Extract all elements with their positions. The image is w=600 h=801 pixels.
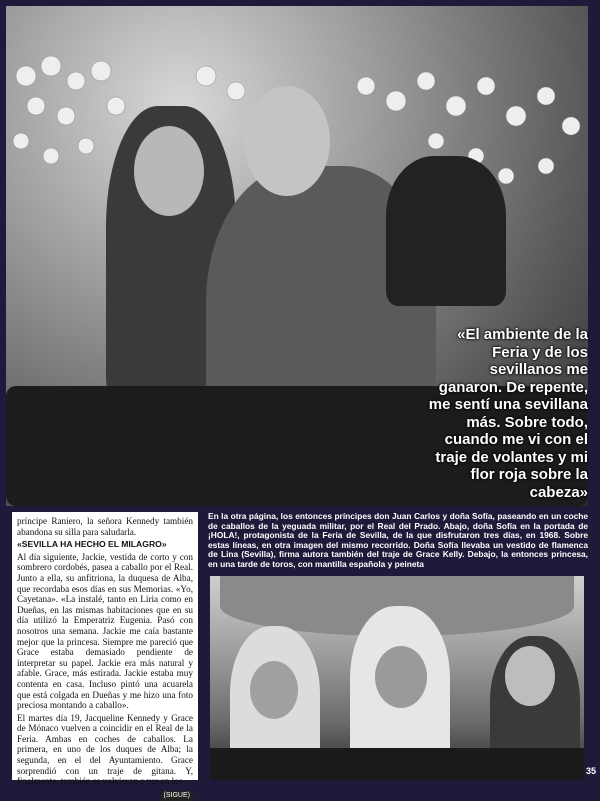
paragraph-3: El martes día 19, Jacqueline Kennedy y Grace de Mónaco vuelven a coincidir en el Real de la Feria. Ambas en coches de caballos. La primera, en uno de los duques de Alba; la segunda, en el del Ayuntamiento. Grace sorprendió con un traje de gitana. Y, finalmente, también se volvieron a ver en los <box>17 712 193 787</box>
pull-quote: «El ambiente de la Feria y de los sevillanos me ganaron. De repente, me sentí una sevillana más. Sobre todo, cuando me vi con el traje de volantes y mi flor roja sobre la cabeza» <box>428 326 588 501</box>
face-right <box>505 646 555 706</box>
top-photo <box>6 6 588 506</box>
face-left <box>250 661 298 719</box>
bottom-photo <box>210 576 584 780</box>
rider-figure <box>386 156 506 306</box>
article-column <box>12 512 198 799</box>
paragraph-1: príncipe Raniero, la señora Kennedy también abandona su silla para saludarla. <box>17 516 193 537</box>
page-number: 35 <box>586 766 597 776</box>
face-center <box>375 646 427 708</box>
subheading: «SEVILLA HA HECHO EL MILAGRO» <box>17 539 167 550</box>
continue-tag: (SIGUE) <box>161 791 193 801</box>
balcony-rail <box>210 748 584 780</box>
man-face <box>244 86 330 196</box>
photo-caption: En la otra página, los entonces príncipes don Juan Carlos y doña Sofía, paseando en un coche de caballos de la yeguada militar, por el Real del Prado. Abajo, doña Sofía en la portada de ¡HOLA!, protagonista de la Feria de Sevilla, de la que disfrutaron tres días, en 1968. Sobre estas líneas, en otra imagen del mismo recorrido. Doña Sofía llevaba un vestido de flamenca de Lina (Sevilla), firma autora también del traje de Grace Kelly. Debajo, la entonces princesa, en una tarde de toros, con mantilla española y peineta <box>208 511 588 569</box>
woman-face <box>134 126 204 216</box>
paragraph-2: Al día siguiente, Jackie, vestida de corto y con sombrero cordobés, pasea a caballo por el Real. Junto a ella, su anfitriona, la duquesa de Alba, que recordaba esos días en sus Memorias. «Yo, Cayetana». «La instalé, tanto en Liria como en Dueñas, en las mismas habitaciones que en su día utilizó la Emperatriz Eugenia. Pasó con nosotros una semana. Jackie me caía bastante mejor que la princesa. Siempre me pareció que Grace estaba demasiado pendiente de interpretar su papel. Jackie era más natural y afable. Grace, más estirada. Jackie estaba muy contenta en casa. Incluso pintó una acuarela que está colgada en Dueñas y me hizo una foto preciosa montando a caballo». <box>17 551 193 711</box>
